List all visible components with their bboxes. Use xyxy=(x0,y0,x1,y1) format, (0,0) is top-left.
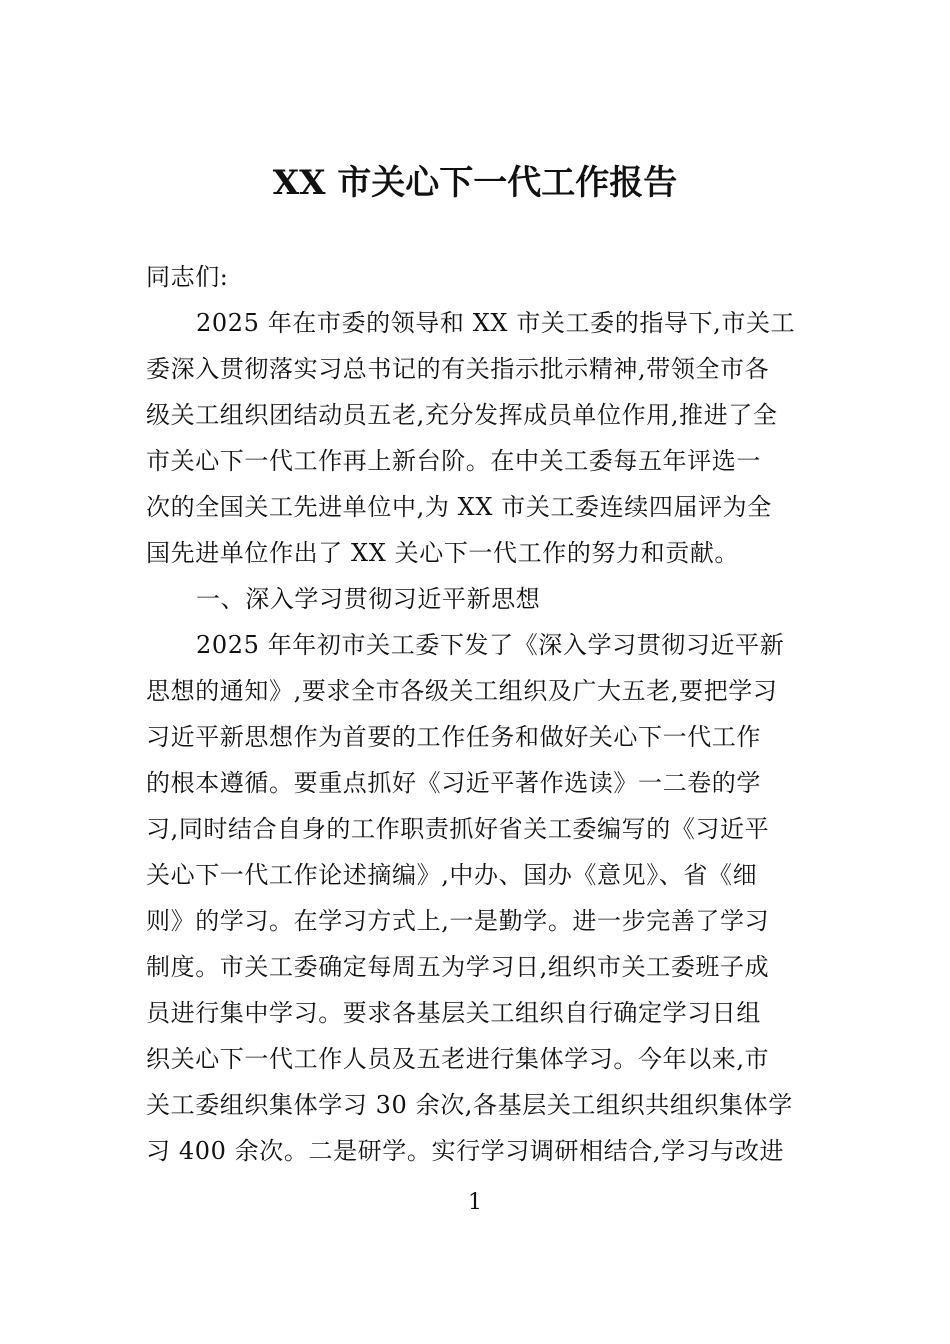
paragraph-line: 委深入贯彻落实习总书记的有关指示批示精神,带领全市各 xyxy=(146,355,770,383)
page-number: 1 xyxy=(468,1190,482,1215)
document-title: XX 市关心下一代工作报告 xyxy=(272,163,678,203)
paragraph-line: 织关心下一代工作人员及五老进行集体学习。今年以来,市 xyxy=(146,1045,770,1073)
paragraph-line: 次的全国关工先进单位中,为 XX 市关工委连续四届评为全 xyxy=(146,493,772,521)
paragraph-line: 市关心下一代工作再上新台阶。在中关工委每五年评选一 xyxy=(146,447,761,475)
paragraph-line: 级关工组织团结动员五老,充分发挥成员单位作用,推进了全 xyxy=(146,401,778,429)
paragraph-line: 的根本遵循。要重点抓好《习近平著作选读》一二卷的学 xyxy=(146,769,761,797)
paragraph-line: 2025 年年初市关工委下发了《深入学习贯彻习近平新 xyxy=(196,631,785,659)
paragraph-line: 习,同时结合自身的工作职责抓好省关工委编写的《习近平 xyxy=(146,815,770,843)
paragraph-line: 习近平新思想作为首要的工作任务和做好关心下一代工作 xyxy=(146,723,761,751)
paragraph-line: 2025 年在市委的领导和 XX 市关工委的指导下,市关工 xyxy=(196,309,796,337)
paragraph-line: 关心下一代工作论述摘编》,中办、国办《意见》、省《细 xyxy=(146,861,758,889)
paragraph-line: 习 400 余次。二是研学。实行学习调研相结合,学习与改进 xyxy=(146,1137,785,1165)
section-heading: 一、深入学习贯彻习近平新思想 xyxy=(196,585,541,613)
paragraph-line: 国先进单位作出了 XX 关心下一代工作的努力和贡献。 xyxy=(146,539,740,567)
paragraph-line: 则》的学习。在学习方式上,一是勤学。进一步完善了学习 xyxy=(146,907,770,935)
document-body xyxy=(146,254,806,1174)
paragraph-line: 制度。市关工委确定每周五为学习日,组织市关工委班子成 xyxy=(146,953,770,981)
paragraph-line: 思想的通知》,要求全市各级关工组织及广大五老,要把学习 xyxy=(146,677,778,705)
body-lines xyxy=(146,300,806,1174)
paragraph-line: 关工委组织集体学习 30 余次,各基层关工组织共组织集体学 xyxy=(146,1091,793,1119)
salutation: 同志们: xyxy=(146,263,229,291)
paragraph-line: 员进行集中学习。要求各基层关工组织自行确定学习日组 xyxy=(146,999,761,1027)
